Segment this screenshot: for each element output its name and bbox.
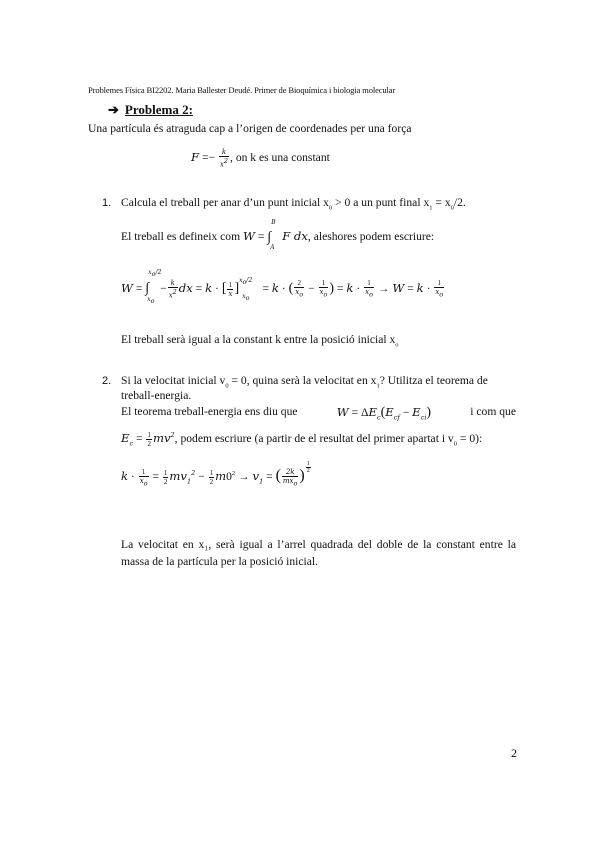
item-2-velocity-equation: k · $\frac{1}{x_o}$ = $\frac{1}{2}$ $mv_1^2$ − $\frac{1}{2}$ $m0^2 \to v_1$ = ( $\frac{2k}{mx_o}$ ) $\frac{1}{2}$ — [121, 460, 310, 488]
problem-title-text: Problema 2: — [124, 102, 193, 117]
item-1-definition: El treball es defineix com W = ∫ B A F dx, aleshores podem escriure: — [121, 219, 435, 251]
document-header: Problemes Física BI2202. Maria Ballester Deudé. Primer de Bioquímica i biologia molecular — [88, 85, 396, 95]
arrow-icon: ➔ — [108, 102, 119, 117]
item-1-conclusion: El treball serà igual a la constant k entre la posició inicial $x_o$ — [121, 333, 399, 349]
item-2-question-line2: treball-energia. — [121, 389, 192, 402]
problem-statement: Una partícula és atraguda cap a l’origen de coordenades per una força — [88, 122, 412, 135]
item-2-kinetic-line: $E_c$ = $\frac{1}{2}$ $mv^2$, podem escriure (a partir de el resultat del primer apartat i $v_0 = 0$): — [121, 431, 483, 448]
item-1-question: Calcula el treball per anar d’un punt inicial $x_0 > 0$ a un punt final $x_1 = x_0/2$. — [121, 196, 466, 212]
item-1-number: 1. — [102, 197, 112, 209]
item-2-number: 2. — [102, 375, 112, 387]
problem-title — [108, 102, 193, 118]
page-number: 2 — [511, 746, 517, 760]
force-equation: F =− $\frac{k}{x^2}$ , on k es una constant — [191, 148, 330, 169]
item-2-conclusion: La velocitat en x₁, serà igual a l’arrel quadrada del doble de la constant entre la massa de la partícula per la posició inicial. — [121, 538, 516, 568]
item-2-question-line1: Si la velocitat inicial $v_0 = 0$, quina serà la velocitat en $x_1$? Utilitza el teorema de — [121, 374, 488, 390]
item-1-work-equation: W = ∫ $x_o/2$ $x_o$ − $\frac{k}{x^2}$ dx = k · [ $\frac{1}{x}$ ]$^{x_o/2}_{x_o}$ = k · ( $\frac{2}{x_o}$ − $\frac{1}{x_o}$ ) = k · $\frac{1}{x_o}$ → W = k · $\frac{1}{x_o}$ — [121, 268, 444, 306]
item-2-theorem-line: El teorema treball-energia ens diu que $W = \Delta E_c(E_{cf} - E_{ci})$ i com que — [121, 405, 516, 422]
force-text: , on k es una constant — [230, 150, 330, 164]
